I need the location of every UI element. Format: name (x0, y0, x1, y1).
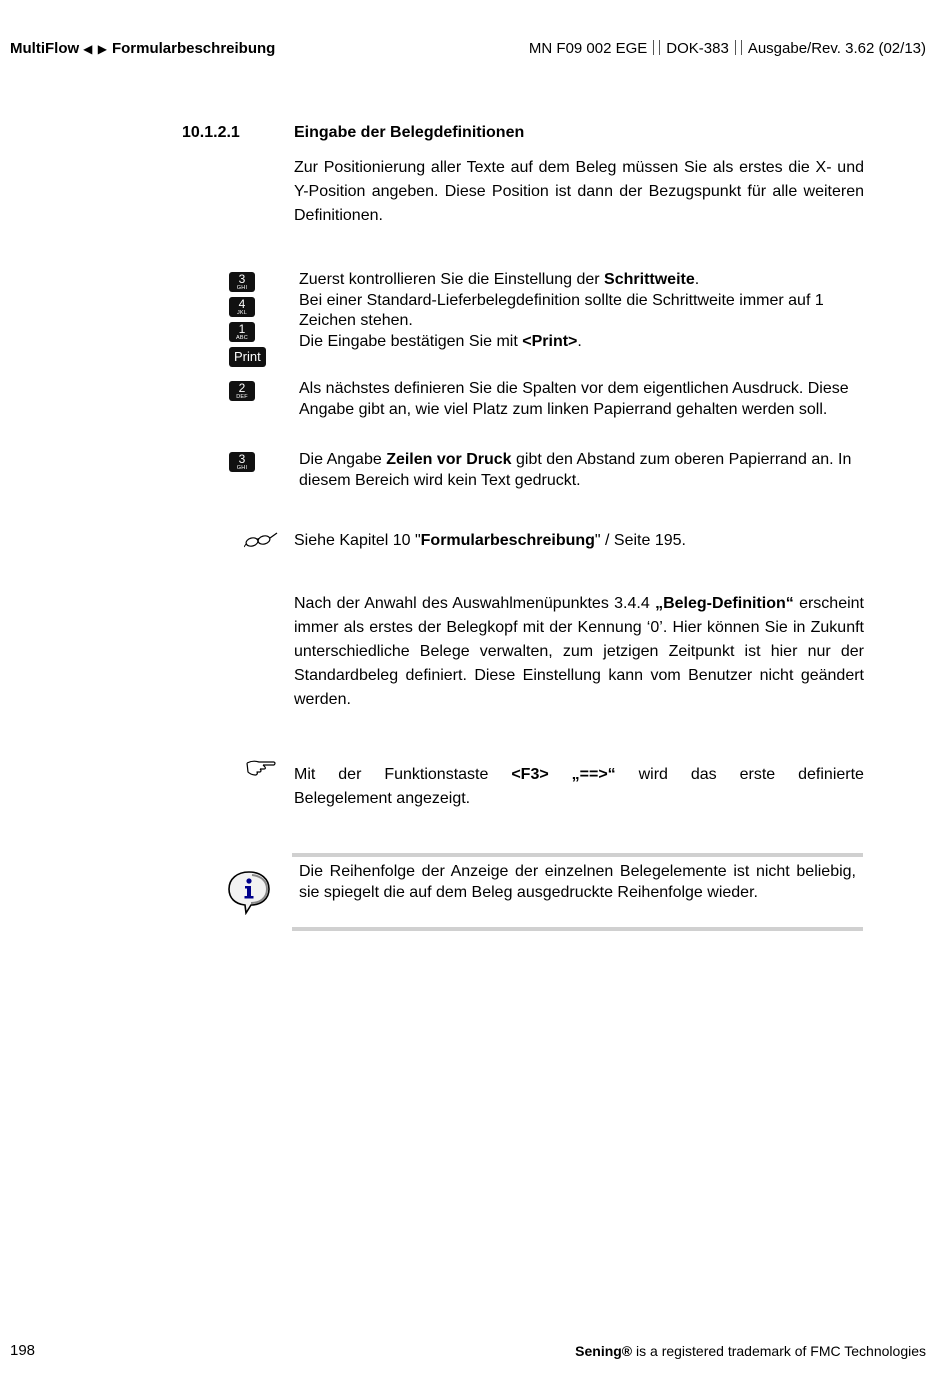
header-product: MultiFlow (10, 40, 80, 57)
key-3-icon: 3 GHI (229, 452, 255, 472)
section-title: Eingabe der Belegdefinitionen (294, 124, 525, 141)
key-print-icon: Print (229, 347, 266, 367)
key-1-icon: 1 ABC (229, 322, 255, 342)
info-icon (226, 869, 272, 915)
page-number: 198 (10, 1342, 36, 1359)
header-section: Formularbeschreibung (111, 40, 276, 57)
header-title (10, 40, 275, 57)
paragraph-beleg-definition: Nach der Anwahl des Auswahlmenüpunktes 3.4.4 „Beleg-Definition“ erscheint immer als erstes der Belegkopf mit der Kennung ‘0’. Hier können Sie in Zukunft unterschiedliche Belege verwalten, zum jetzigen Zeitpunkt ist hier nur der Standardbeleg definiert. Diese Einstellung kann vom Benutzer nicht geändert werden. (294, 595, 864, 708)
header-doc-code: MN F09 002 EGE (528, 40, 648, 57)
key-2-icon: 2 DEF (229, 381, 255, 401)
step-spalten: Als nächstes definieren Sie die Spalten vor dem eigentlichen Ausdruck. Diese Angabe gibt an, wie viel Platz zum linken Papierrand gehalten werden soll. (299, 380, 849, 418)
header-doc-number: DOK-383 (666, 40, 729, 57)
hint-f3-key: Mit der Funktionstaste <F3> „==>“ wird das erste definierte Belegelement angezeigt. (294, 766, 864, 807)
note-text: Die Reihenfolge der Anzeige der einzelnen Belegelemente ist nicht beliebig, sie spiegelt die auf dem Beleg ausgedruckte Reihenfolge wieder. (299, 863, 856, 901)
header-revision: Ausgabe/Rev. 3.62 (02/13) (747, 40, 926, 57)
header-doc-info (529, 40, 926, 57)
step-zeilen-vor-druck: Die Angabe Zeilen vor Druck gibt den Abstand zum oberen Papierrand an. In diesem Bereich wird kein Text gedruckt. (299, 451, 852, 489)
header-separator (735, 40, 742, 55)
key-4-icon: 4 JKL (229, 297, 255, 317)
key-3-icon: 3 GHI (229, 272, 255, 292)
header-separator (653, 40, 660, 55)
chapter-reference: Siehe Kapitel 10 "Formularbeschreibung" / Seite 195. (294, 532, 686, 549)
intro-paragraph: Zur Positionierung aller Texte auf dem Beleg müssen Sie als erstes die X- und Y-Position angeben. Diese Position ist dann der Bezugspunkt für alle weiteren Definitionen. (294, 159, 864, 224)
header-arrows-icon: ◀ ▶ (83, 42, 108, 56)
pointing-hand-icon (245, 757, 277, 777)
trademark-notice: Sening® is a registered trademark of FMC Technologies (575, 1343, 926, 1359)
step-schrittweite: Zuerst kontrollieren Sie die Einstellung der Schrittweite. Bei einer Standard-Lieferbelegdefinition sollte die Schrittweite immer auf 1 Zeichen stehen. Die Eingabe bestätigen Sie mit <Print>. (299, 271, 824, 350)
glasses-icon (244, 531, 278, 549)
section-number: 10.1.2.1 (182, 124, 240, 141)
